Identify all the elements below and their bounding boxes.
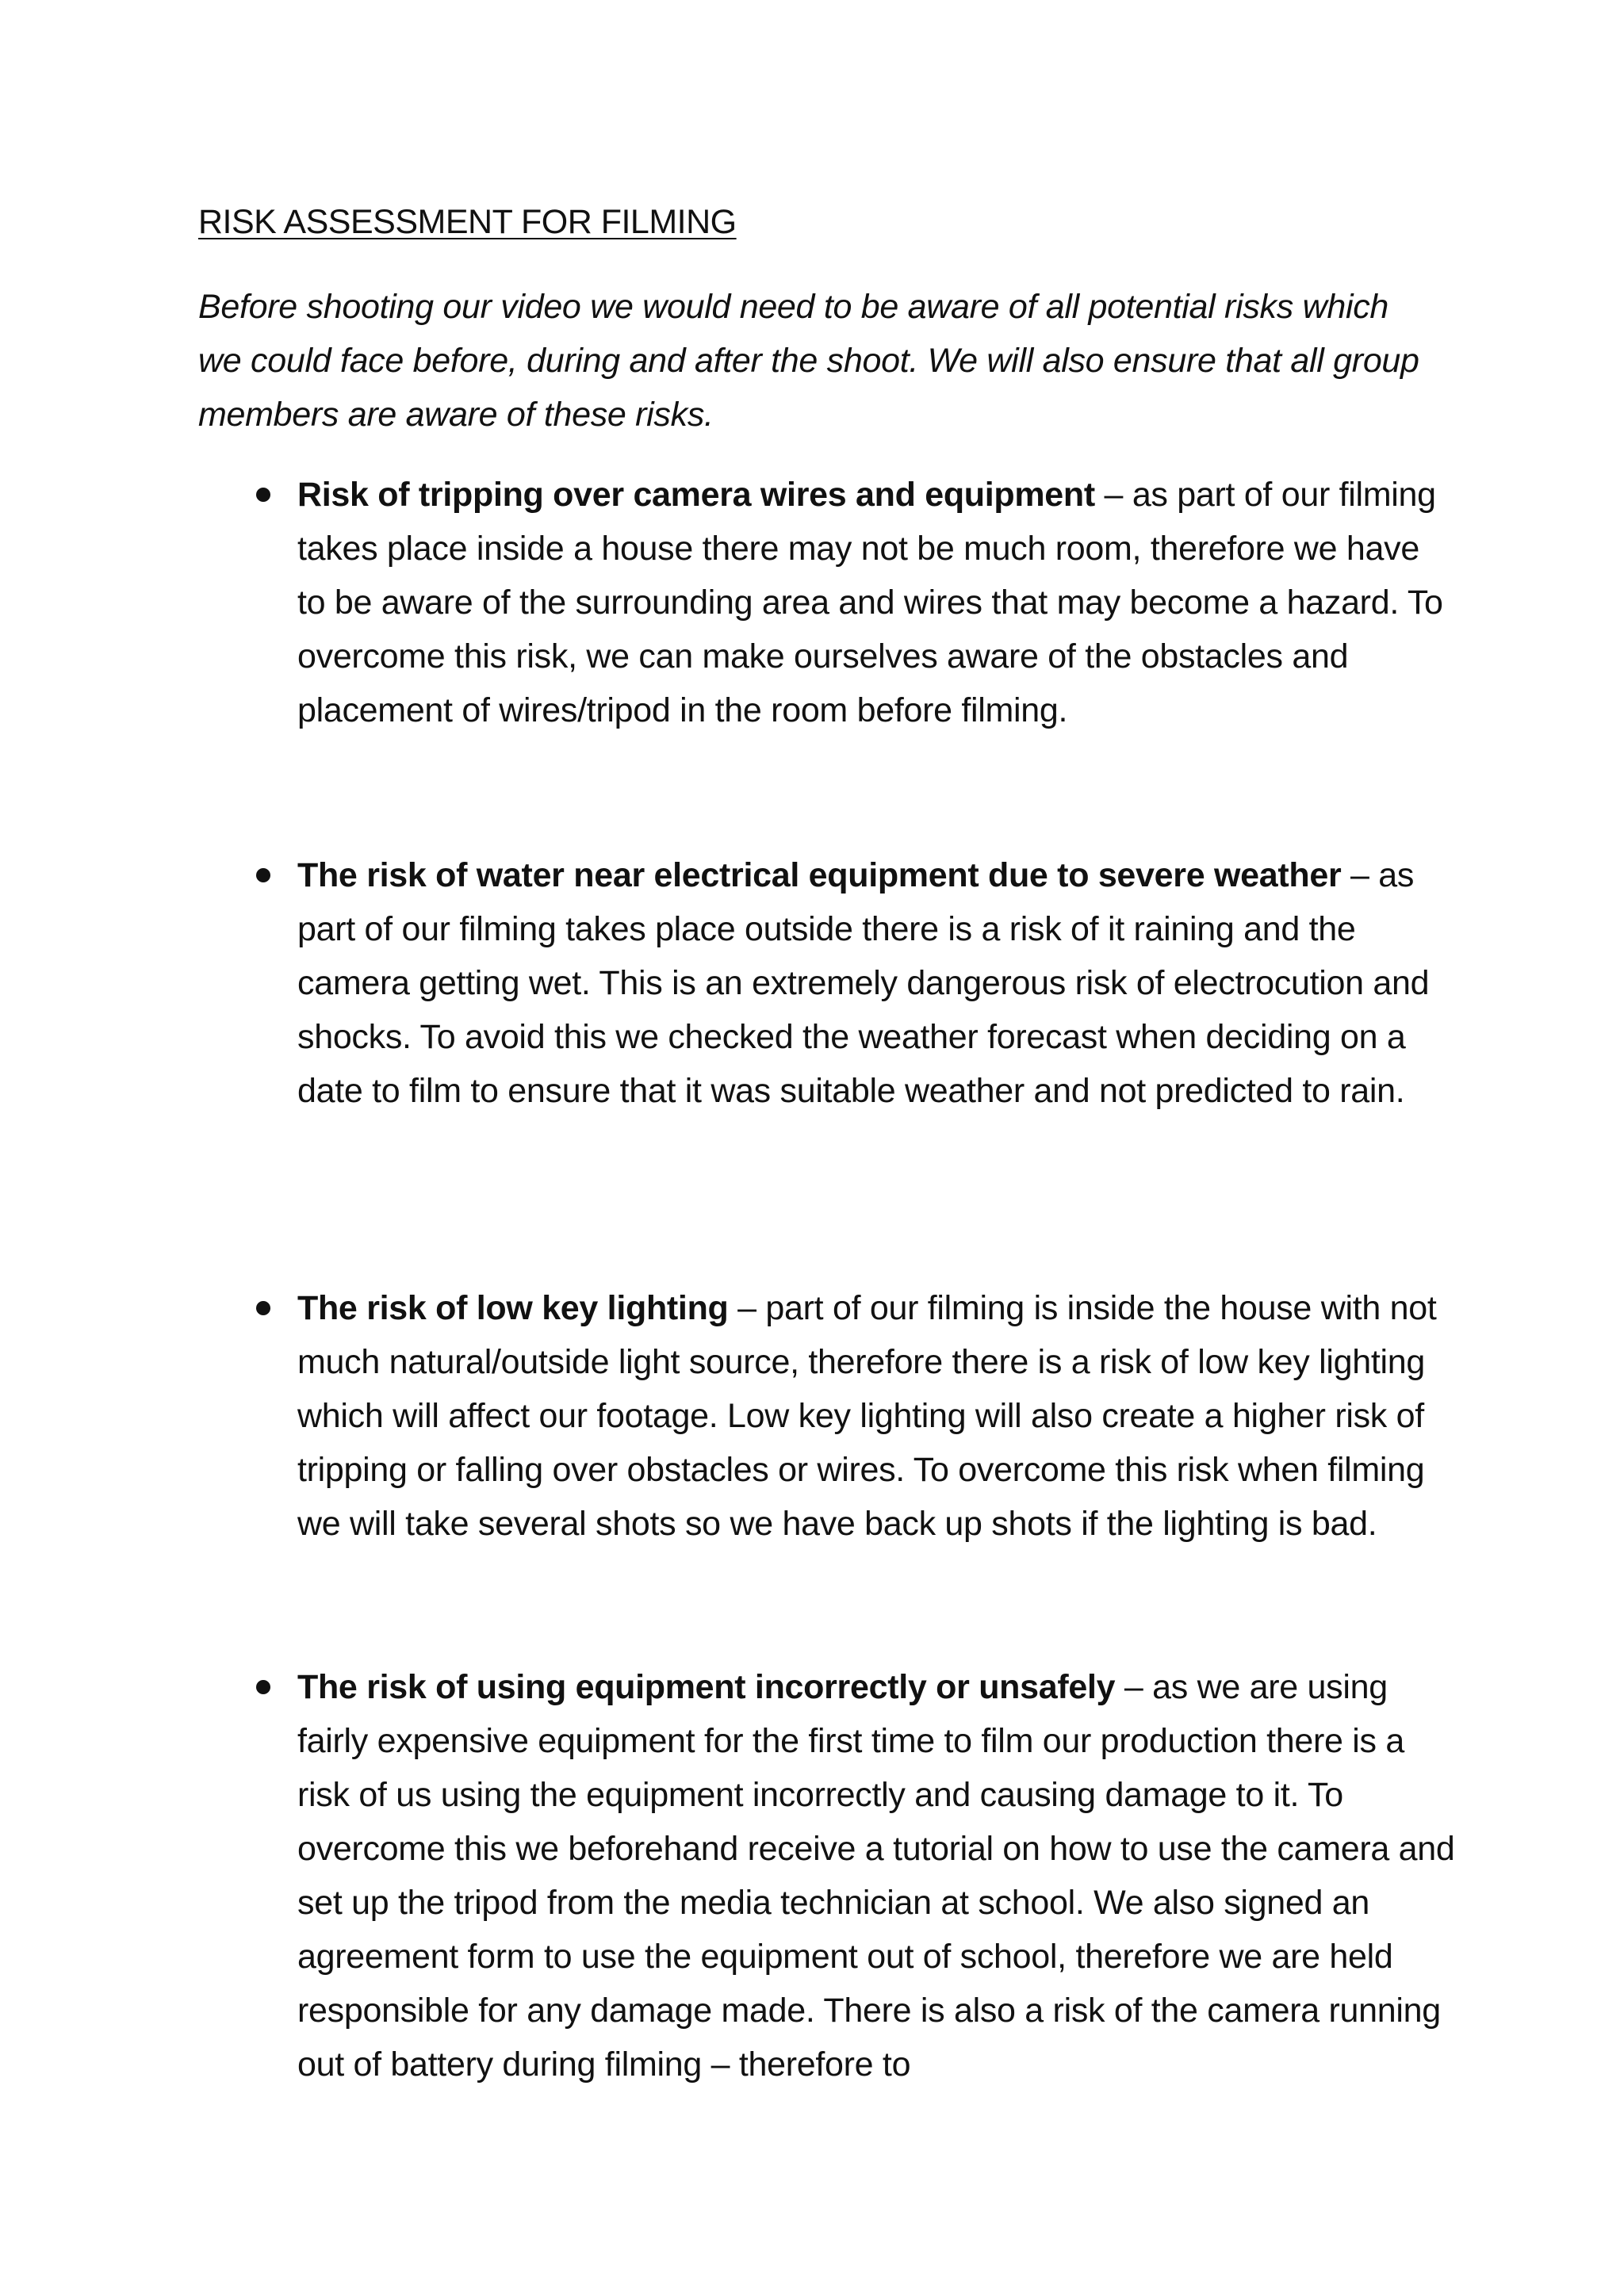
risk-item — [297, 468, 1455, 737]
document-title: RISK ASSESSMENT FOR FILMING — [198, 203, 737, 241]
bullet-icon — [256, 868, 270, 882]
risk-heading: The risk of using equipment incorrectly or unsafely — [297, 1668, 1116, 1706]
risk-item — [297, 1281, 1455, 1551]
risk-item — [297, 1660, 1455, 2091]
risk-heading: The risk of low key lighting — [297, 1289, 729, 1327]
bullet-icon — [256, 1301, 270, 1315]
risk-heading: Risk of tripping over camera wires and equipment — [297, 476, 1095, 514]
intro-paragraph: Before shooting our video we would need to be aware of all potential risks which we could face before, during and after the shoot. We will also ensure that all group members are aware of these risks. — [198, 288, 1419, 434]
bullet-icon — [256, 1680, 270, 1694]
risk-description: – part of our filming is inside the house with not much natural/outside light source, therefore there is a risk of low key lighting which will affect our footage. Low key lighting will also create a higher risk of tripping or falling over obstacles or wires. To overcome this risk when filming we will take several shots so we have back up shots if the lighting is bad. — [297, 1289, 1437, 1543]
bullet-icon — [256, 488, 270, 502]
risk-description: – as part of our filming takes place outside there is a risk of it raining and the camera getting wet. This is an extremely dangerous risk of electrocution and shocks. To avoid this we checked the weather forecast when deciding on a date to film to ensure that it was suitable weather and not predicted to rain. — [297, 856, 1430, 1110]
risk-description: – as we are using fairly expensive equipment for the first time to film our production there is a risk of us using the equipment incorrectly and causing damage to it. To overcome this we beforehand receive a tutorial on how to use the camera and set up the tripod from the media technician at school. We also signed an agreement form to use the equipment out of school, therefore we are held responsible for any damage made. There is also a risk of the camera running out of battery during filming – therefore to — [297, 1668, 1455, 2084]
risk-item — [297, 848, 1455, 1118]
risk-description: – as part of our filming takes place inside a house there may not be much room, therefore we have to be aware of the surrounding area and wires that may become a hazard. To overcome this risk, we can make ourselves aware of the obstacles and placement of wires/tripod in the room before filming. — [297, 476, 1443, 729]
risk-heading: The risk of water near electrical equipment due to severe weather — [297, 856, 1342, 894]
